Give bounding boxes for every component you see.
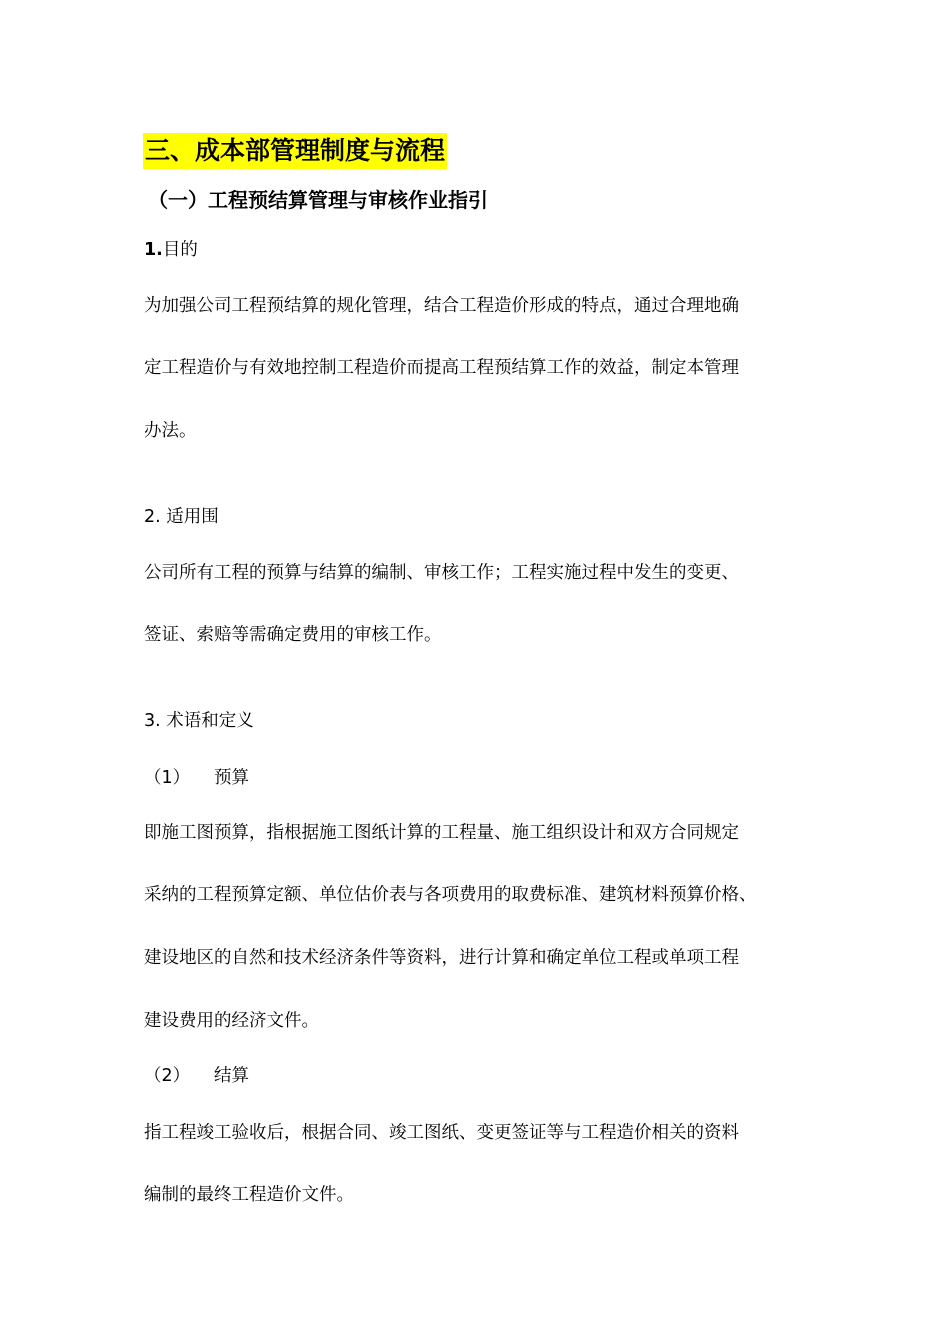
item1-line: 即施工图预算，指根据施工图纸计算的工程量、施工组织设计和双方合同规定 <box>144 823 739 843</box>
item2-line: 指工程竣工验收后，根据合同、竣工图纸、变更签证等与工程造价相关的资料 <box>144 1123 739 1143</box>
sub-heading: （一）工程预结算管理与审核作业指引 <box>148 188 488 212</box>
item1-number: （1） <box>144 768 191 788</box>
section1-title-text: 目的 <box>162 240 198 260</box>
section2-line: 公司所有工程的预算与结算的编制、审核工作；工程实施过程中发生的变更、 <box>144 563 739 583</box>
main-heading: 三、成本部管理制度与流程 <box>143 133 447 169</box>
item1-header <box>144 765 249 791</box>
item1-line: 采纳的工程预算定额、单位估价表与各项费用的取费标准、建筑材料预算价格、 <box>144 885 757 905</box>
section2-line: 签证、索赔等需确定费用的审核工作。 <box>144 625 442 645</box>
item1-line: 建设地区的自然和技术经济条件等资料，进行计算和确定单位工程或单项工程 <box>144 948 739 968</box>
item2-label: 结算 <box>214 1066 249 1086</box>
item1-line: 建设费用的经济文件。 <box>144 1011 319 1031</box>
item2-header <box>144 1063 249 1089</box>
item1-label: 预算 <box>214 768 249 788</box>
item2-number: （2） <box>144 1066 191 1086</box>
item2-line: 编制的最终工程造价文件。 <box>144 1185 354 1205</box>
section2-title: 2. 适用围 <box>144 507 219 527</box>
section1-number: 1. <box>144 240 163 260</box>
section1-line: 定工程造价与有效地控制工程造价而提高工程预结算工作的效益，制定本管理 <box>144 358 739 378</box>
section1-title <box>144 237 198 263</box>
section3-title: 3. 术语和定义 <box>144 711 254 731</box>
section1-line: 办法。 <box>144 421 197 441</box>
section1-line: 为加强公司工程预结算的规化管理，结合工程造价形成的特点，通过合理地确 <box>144 296 739 316</box>
